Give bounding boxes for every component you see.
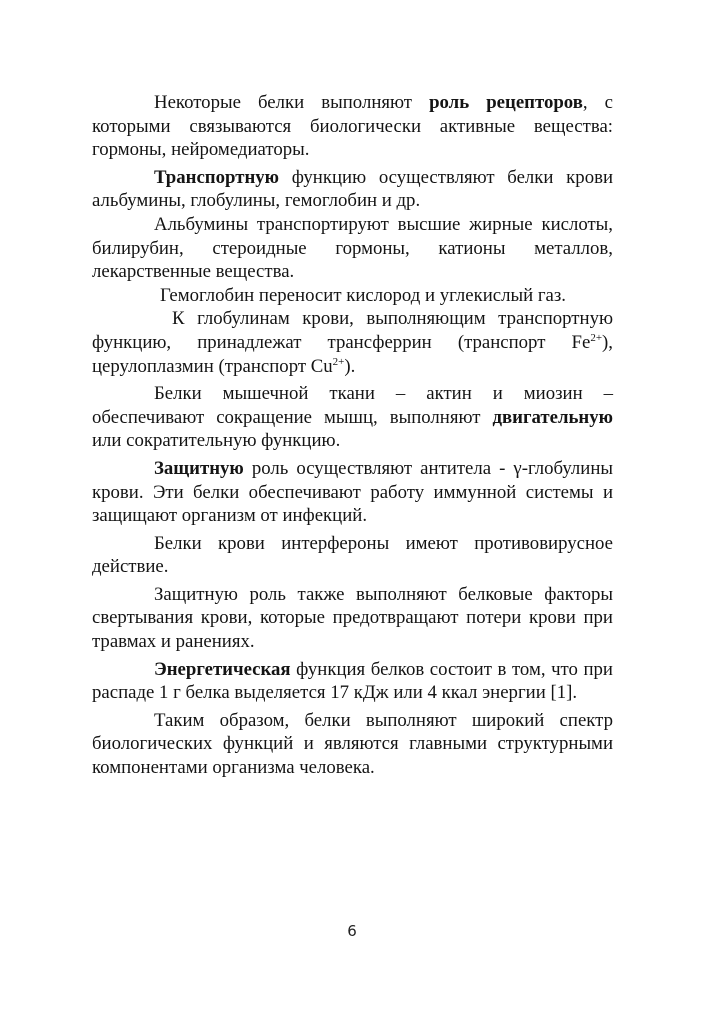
- document-body: [92, 91, 613, 784]
- copper-charge-superscript: 2+: [332, 355, 345, 368]
- paragraph-muscle-proteins: [92, 382, 613, 453]
- receptor-role-term: роль рецепторов: [429, 92, 583, 113]
- paragraph-albumins: Альбумины транспортируют высшие жирные кислоты, билирубин, стероидные гормоны, катионы металлов, лекарственные вещества.: [92, 213, 613, 283]
- protective-role-term: Защитную: [154, 457, 244, 479]
- paragraph-conclusion: Таким образом, белки выполняют широкий спектр биологических функций и являются главными структурными компонентами организма человека.: [92, 709, 613, 779]
- globulins-text-middle: ), церулоплазмин (транспорт Cu: [92, 331, 613, 377]
- iron-charge-superscript: 2+: [590, 331, 603, 344]
- muscle-text-before: Белки мышечной ткани – актин и миозин – обеспечивают сокращение мышц, выполняют: [92, 383, 613, 428]
- muscle-text-after: или сократительную функцию.: [92, 430, 341, 452]
- motor-function-term: двигательную: [492, 406, 613, 428]
- paragraph-globulins: [92, 307, 613, 378]
- receptor-text-before: Некоторые белки выполняют: [154, 92, 430, 113]
- receptor-text-after: , с которыми связываются биологически активные вещества: гормоны, нейромедиаторы.: [92, 92, 613, 161]
- paragraph-receptor-role: [92, 91, 613, 162]
- paragraph-protective-role: [92, 457, 613, 528]
- paragraph-transport-function: [92, 166, 613, 213]
- globulins-text-after: ).: [344, 355, 356, 377]
- energy-function-term: Энергетическая: [154, 658, 291, 680]
- paragraph-hemoglobin: Гемоглобин переносит кислород и углекислый газ.: [160, 284, 566, 306]
- paragraph-interferons: Белки крови интерфероны имеют противовирусное действие.: [92, 532, 613, 578]
- energy-text-after: функция белков состоит в том, что при распаде 1 г белка выделяется 17 кДж или 4 ккал энергии [1].: [92, 658, 613, 704]
- transport-function-term: Транспортную: [154, 166, 280, 188]
- paragraph-energy-function: [92, 658, 613, 705]
- globulins-text-before: К глобулинам крови, выполняющим транспортную функцию, принадлежат трансферрин (транспорт Fe: [92, 308, 613, 353]
- transport-text-after: функцию осуществляют белки крови альбумины, глобулины, гемоглобин и др.: [92, 166, 613, 212]
- protective-text-after: роль осуществляют антитела - γ-глобулины крови. Эти белки обеспечивают работу иммунной системы и защищают организм от инфекций.: [92, 457, 613, 527]
- page-number: 6: [347, 922, 357, 940]
- paragraph-coagulation-factors: Защитную роль также выполняют белковые факторы свертывания крови, которые предотвращают потери крови при травмах и ранениях.: [92, 583, 613, 653]
